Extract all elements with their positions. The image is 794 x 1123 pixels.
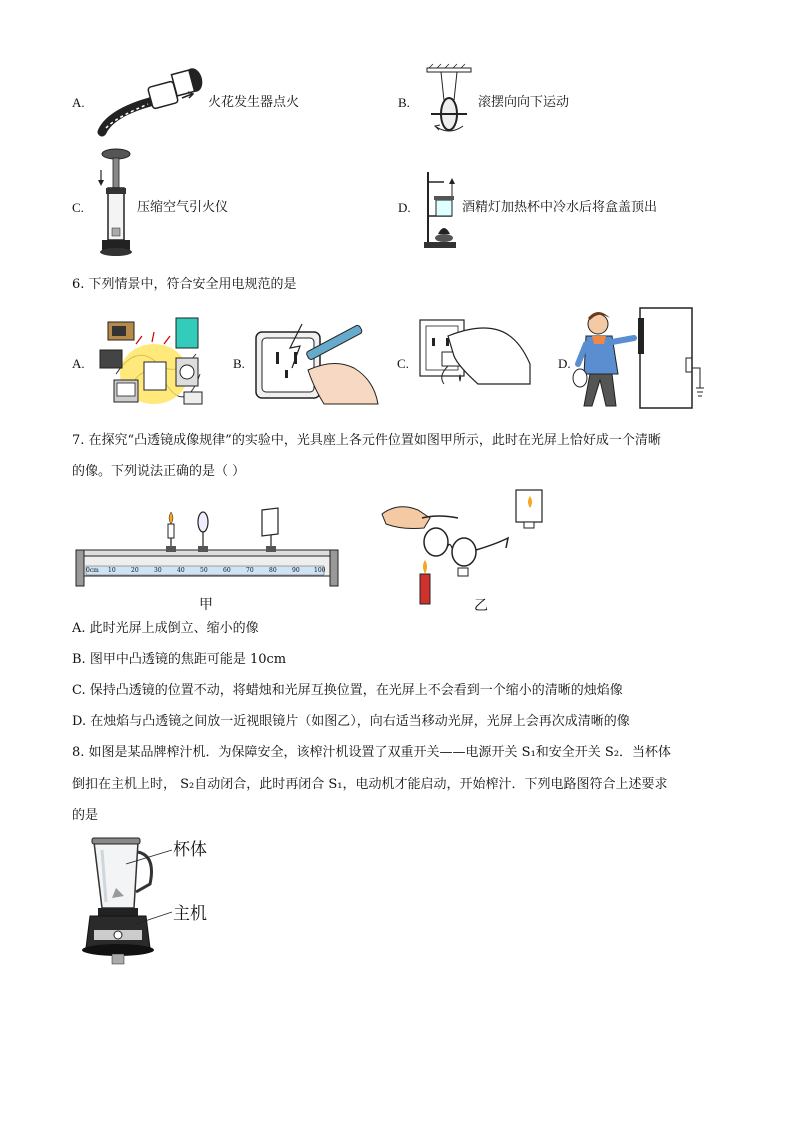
q8-stem-line2: 倒扣在主机上时， S₂自动闭合，此时再闭合 S₁，电动机才能启动，开始榨汁．下列电路图符合上述要求 <box>72 777 668 792</box>
spark-generator-figure <box>98 68 208 140</box>
q5-option-d-letter: D. <box>398 200 411 215</box>
q8-stem-line3: 的是 <box>72 808 99 823</box>
q5-option-c-letter: C. <box>72 200 84 215</box>
q6-option-c-letter: C. <box>397 356 409 371</box>
q7-option-a: A. 此时光屏上成倒立、缩小的像 <box>72 621 259 636</box>
q6-option-b-letter: B. <box>233 356 245 371</box>
person-fridge-ground-wire-figure <box>576 308 716 412</box>
juicer-figure <box>76 836 176 968</box>
q6-option-a-letter: A. <box>72 356 85 371</box>
q5-option-b-text: 滚摆向向下运动 <box>478 95 570 110</box>
ruler-tick-label: 20 <box>131 567 139 574</box>
myopia-glasses-figure <box>378 488 554 608</box>
q6-stem: 6. 下列情景中，符合安全用电规范的是 <box>72 277 297 292</box>
q5-option-a-letter: A. <box>72 95 85 110</box>
alcohol-lamp-heating-figure <box>418 170 462 252</box>
ruler-tick-label: 40 <box>177 567 185 574</box>
juicer-cup-label: 杯体 <box>173 840 207 860</box>
ruler-tick-label: 60 <box>223 567 231 574</box>
q5-option-a-text: 火花发生器点火 <box>208 95 300 110</box>
q7-stem-line1: 7. 在探究“凸透镜成像规律”的实验中，光具座上各元件位置如图甲所示，此时在光屏上恰好成一个清晰 <box>72 433 661 448</box>
q5-option-d-text: 酒精灯加热杯中冷水后将盒盖顶出 <box>462 200 658 215</box>
q5-option-b-letter: B. <box>398 95 410 110</box>
q7-stem-line2: 的像。下列说法正确的是（ ） <box>72 464 246 479</box>
ruler-tick-label: 70 <box>246 567 254 574</box>
q6-option-d-letter: D. <box>558 356 571 371</box>
ruler-tick-label: 0cm <box>86 567 99 574</box>
juicer-base-label: 主机 <box>173 904 207 924</box>
q7-option-d: D. 在烛焰与凸透镜之间放一近视眼镜片（如图乙），向右适当移动光屏，光屏上会再次成清晰的像 <box>72 714 630 729</box>
q7-option-c: C. 保持凸透镜的位置不动，将蜡烛和光屏互换位置，在光屏上不会看到一个缩小的清晰的烛焰像 <box>72 683 623 698</box>
q5-option-c-text: 压缩空气引火仪 <box>137 200 229 215</box>
ruler-tick-label: 30 <box>154 567 162 574</box>
ruler-tick-labels <box>86 567 326 577</box>
figure-jia-label: 甲 <box>199 597 213 613</box>
overloaded-socket-figure <box>96 314 212 412</box>
test-pen-socket-figure <box>254 318 380 406</box>
wet-hand-plug-figure <box>418 316 534 386</box>
fire-piston-figure <box>96 148 136 258</box>
ruler-tick-label: 10 <box>108 567 116 574</box>
ruler-tick-label: 90 <box>292 567 300 574</box>
maxwell-pendulum-figure <box>425 66 475 136</box>
optical-bench-figure <box>72 508 342 594</box>
figure-yi-label: 乙 <box>474 598 488 614</box>
ruler-tick-label: 80 <box>269 567 277 574</box>
ruler-tick-label: 50 <box>200 567 208 574</box>
q8-stem-line1: 8. 如图是某品牌榨汁机．为保障安全，该榨汁机设置了双重开关——电源开关 S₁和安全开关 S₂．当杯体 <box>72 745 672 760</box>
ruler-tick-label: 100 <box>314 567 326 574</box>
q7-option-b: B. 图甲中凸透镜的焦距可能是 10cm <box>72 652 287 667</box>
